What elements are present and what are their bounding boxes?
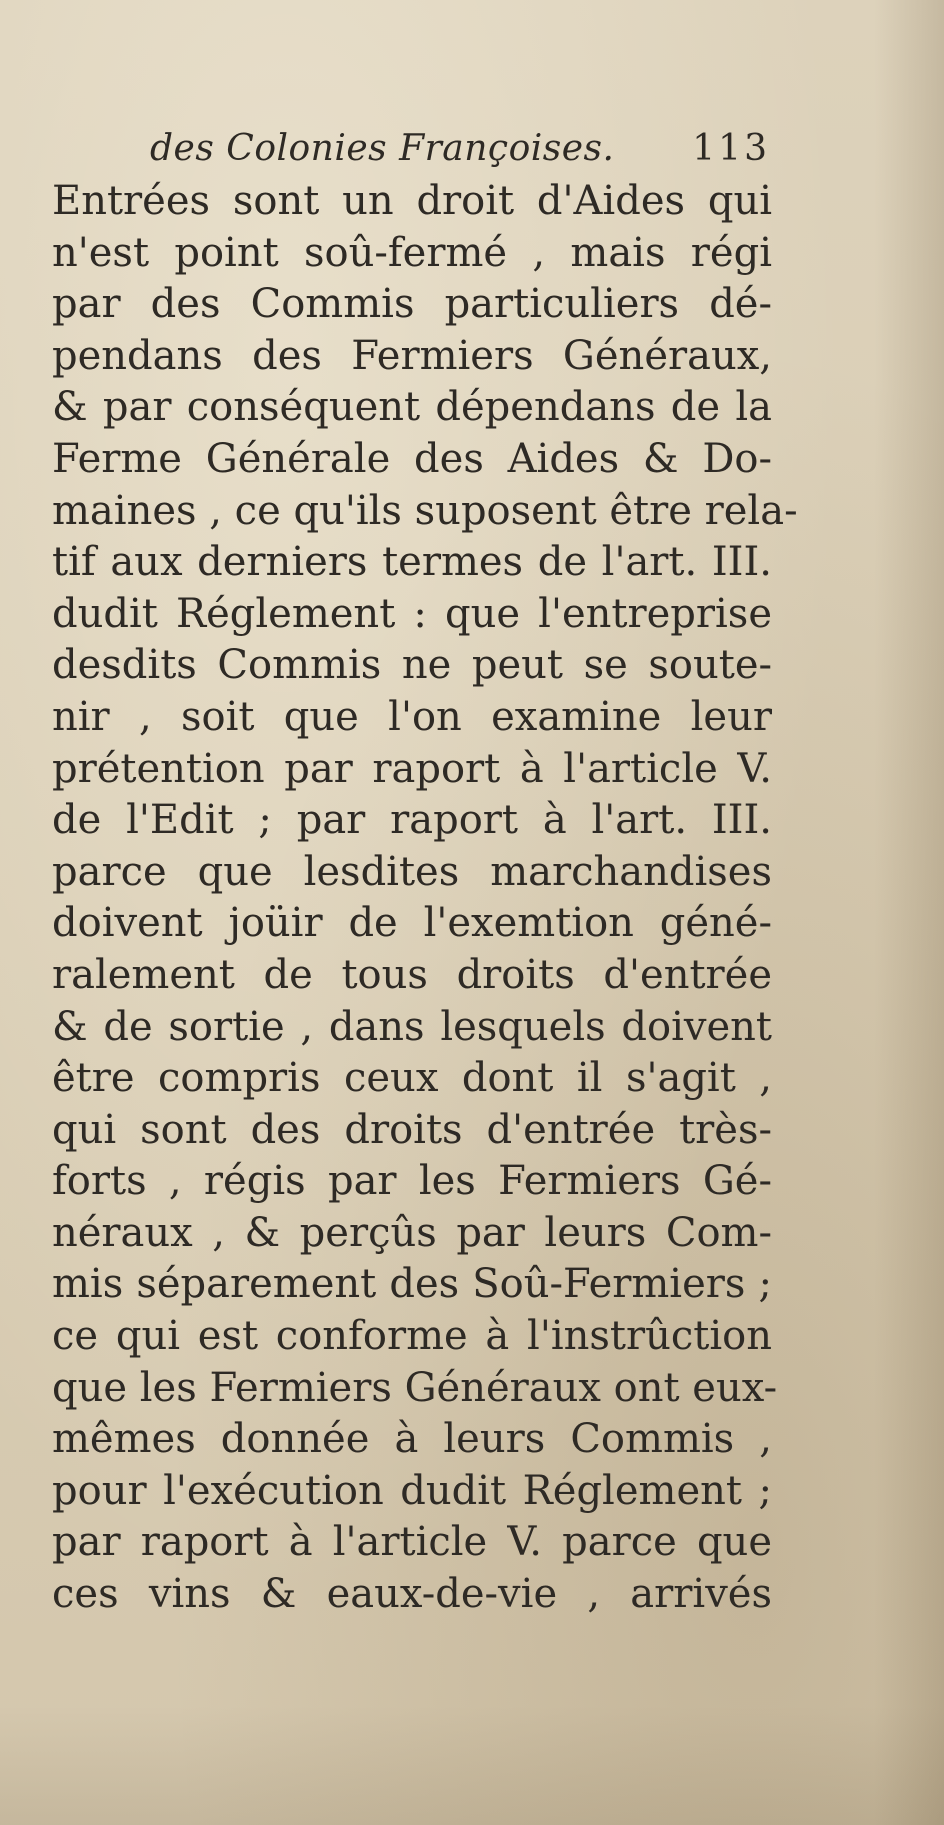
text-line: mêmes donnée à leurs Commis ,	[52, 1416, 772, 1463]
text-line: Ferme Générale des Aides & Do-	[52, 435, 772, 482]
text-line: n'est point soû-fermé , mais régi	[52, 229, 772, 276]
text-line: qui sont des droits d'entrée très-	[52, 1106, 772, 1153]
text-line: que les Fermiers Généraux ont eux-	[52, 1364, 778, 1411]
page-edge-shadow	[874, 0, 944, 1825]
text-line: par raport à l'article V. parce que	[52, 1519, 772, 1566]
text-line: être compris ceux dont il s'agit ,	[52, 1055, 772, 1102]
page-header	[150, 128, 770, 174]
text-line: nir , soit que l'on examine leur	[52, 693, 772, 740]
text-line: pour l'exécution dudit Réglement ;	[52, 1467, 772, 1514]
text-line: ralement de tous droits d'entrée	[52, 951, 772, 998]
page-number: 113	[692, 128, 770, 169]
text-line: doivent joüir de l'exemtion géné-	[52, 900, 772, 947]
text-line: pendans des Fermiers Généraux,	[52, 332, 772, 379]
running-title: des Colonies Françoises.	[150, 128, 615, 169]
text-line: de l'Edit ; par raport à l'art. III.	[52, 797, 772, 844]
text-line: parce que lesdites marchandises	[52, 848, 772, 895]
text-line: ce qui est conforme à l'instrûction	[52, 1313, 772, 1360]
text-line: desdits Commis ne peut se soute-	[52, 642, 772, 689]
text-line: & par conséquent dépendans de la	[52, 384, 772, 431]
text-line: dudit Réglement : que l'entreprise	[52, 590, 772, 637]
page-bottom-shadow	[0, 1705, 944, 1825]
text-line: prétention par raport à l'article V.	[52, 745, 772, 792]
text-line: forts , régis par les Fermiers Gé-	[52, 1158, 772, 1205]
text-line: mis séparement des Soû-Fermiers ;	[52, 1261, 772, 1308]
text-line: & de sortie , dans lesquels doivent	[52, 1003, 772, 1050]
text-line: maines , ce qu'ils suposent être rela-	[52, 487, 798, 534]
text-line: tif aux derniers termes de l'art. III.	[52, 539, 772, 586]
body-text	[52, 176, 798, 1621]
text-line: Entrées sont un droit d'Aides qui	[52, 178, 772, 224]
text-line: ces vins & eaux-de-vie , arrivés	[52, 1571, 772, 1618]
text-line: par des Commis particuliers dé-	[52, 281, 772, 328]
text-line: néraux , & perçûs par leurs Com-	[52, 1209, 772, 1256]
